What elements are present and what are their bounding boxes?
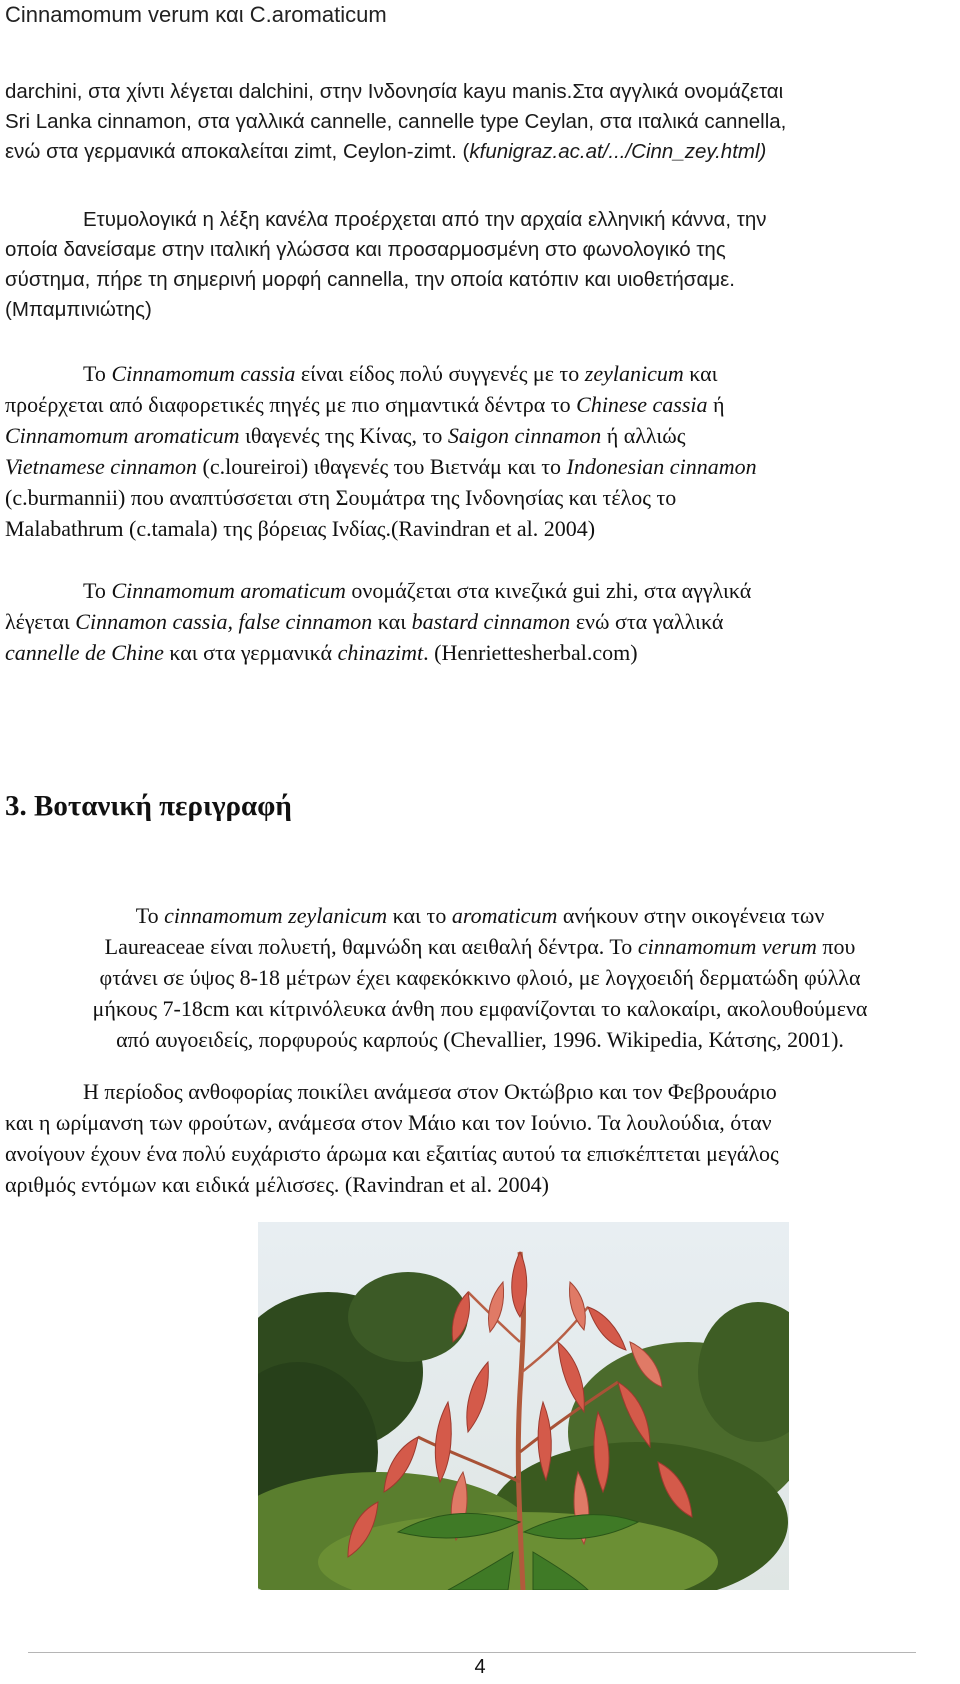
text-line: μήκους 7-18cm και κίτρινόλευκα άνθη που εμφανίζονται το καλοκαίρι, ακολουθούμενα <box>92 996 868 1021</box>
text-line: Cinnamomum aromaticum ιθαγενές της Κίνας, το Saigon cinnamon ή αλλιώς <box>5 423 686 448</box>
text-line: Malabathrum (c.tamala) της βόρειας Ινδίας.(Ravindran et al. 2004) <box>5 516 596 541</box>
section-heading: 3. Βοτανική περιγραφή <box>5 790 292 822</box>
text-line: Laureaceae είναι πολυετή, θαμνώδη και αειθαλή δέντρα. Το cinnamomum verum που <box>104 934 856 959</box>
source-reference: kfunigraz.ac.at/.../Cinn_zey.html) <box>469 140 767 163</box>
text-line: λέγεται Cinnamon cassia, false cinnamon και bastard cinnamon ενώ στα γαλλικά <box>5 609 724 634</box>
text-line: Το Cinnamomum cassia είναι είδος πολύ συγγενές με το zeylanicum και <box>83 361 718 386</box>
text-line: σύστημα, πήρε τη σημερινή μορφή cannella, την οποία κατόπιν και υιοθετήσαμε. <box>5 268 735 291</box>
paragraph-names <box>5 77 786 167</box>
paragraph-botanical <box>0 900 960 1055</box>
text-line: από αυγοειδείς, πορφυρούς καρπούς (Chevallier, 1996. Wikipedia, Κάτσης, 2001). <box>116 1027 844 1052</box>
text-line: Sri Lanka cinnamon, στα γαλλικά cannelle, cannelle type Ceylan, στα ιταλικά cannella, <box>5 110 787 133</box>
text-line: φτάνει σε ύψος 8-18 μέτρων έχει καφεκόκκινο φλοιό, με λογχοειδή δερματώδη φύλλα <box>99 965 861 990</box>
text-line: οποία δανείσαμε στην ιταλική γλώσσα και προσαρμοσμένη στο φωνολογικό της <box>5 238 726 261</box>
cinnamon-plant-photo <box>258 1222 789 1590</box>
text-line: αριθμός εντόμων και ειδικά μέλισσες. (Ravindran et al. 2004) <box>5 1172 549 1197</box>
text-line: προέρχεται από διαφορετικές πηγές με πιο σημαντικά δέντρα το Chinese cassia ή <box>5 392 725 417</box>
text-line: Vietnamese cinnamon (c.loureiroi) ιθαγενές του Βιετνάμ και το Indonesian cinnamon <box>5 454 757 479</box>
running-header: Cinnamomum verum και C.aromaticum <box>5 2 387 27</box>
footer-divider <box>28 1652 916 1653</box>
page-number: 4 <box>474 1656 486 1678</box>
text-line: Η περίοδος ανθοφορίας ποικίλει ανάμεσα στον Οκτώβριο και τον Φεβρουάριο <box>83 1079 777 1104</box>
text-line: cannelle de Chine και στα γερμανικά chinazimt. (Henriettesherbal.com) <box>5 640 638 665</box>
text-line: Ετυμολογικά η λέξη κανέλα προέρχεται από την αρχαία ελληνική κάννα, την <box>83 208 767 231</box>
text-line: και η ωρίμανση των φρούτων, ανάμεσα στον Μάιο και τον Ιούνιο. Τα λουλούδια, όταν <box>5 1110 772 1135</box>
text-line: darchini, στα χίντι λέγεται dalchini, στην Ινδονησία kayu manis.Στα αγγλικά ονομάζεται <box>5 80 784 103</box>
paragraph-etymology <box>5 205 767 325</box>
text-line: (Μπαμπινιώτης) <box>5 298 152 321</box>
paragraph-cassia <box>5 358 757 544</box>
text-line: Το Cinnamomum aromaticum ονομάζεται στα κινεζικά gui zhi, στα αγγλικά <box>83 578 752 603</box>
paragraph-aromaticum <box>5 575 751 668</box>
text-line: (c.burmannii) που αναπτύσσεται στη Σουμάτρα της Ινδονησίας και τέλος το <box>5 485 677 510</box>
paragraph-flowering <box>5 1076 779 1200</box>
text-line: Το cinnamomum zeylanicum και το aromaticum ανήκουν στην οικογένεια των <box>135 903 825 928</box>
text-line: ανοίγουν έχουν ένα πολύ ευχάριστο άρωμα και εξαιτίας αυτού τα επισκέπτεται μεγάλος <box>5 1141 779 1166</box>
text-line: ενώ στα γερμανικά αποκαλείται zimt, Ceylon-zimt. (kfunigraz.ac.at/.../Cinn_zey.html) <box>5 140 767 163</box>
